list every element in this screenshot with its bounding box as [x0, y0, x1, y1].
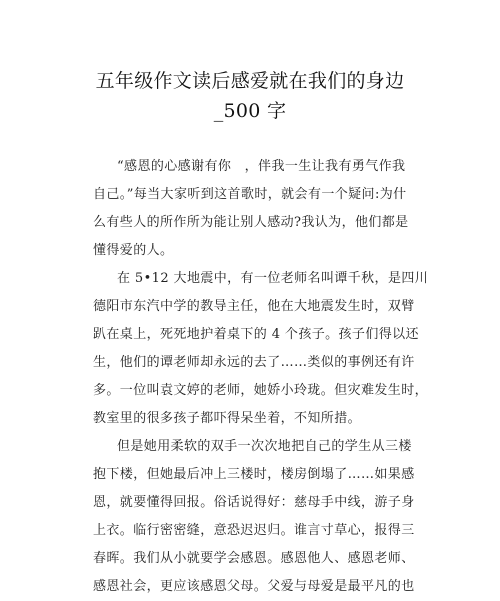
paragraph-line: 么有些人的所作所为能让别人感动?我认为，他们都是 [93, 215, 409, 230]
paragraph-line: 春晖。我们从小就要学会感恩。感恩他人、感恩老师、 [93, 551, 415, 566]
title-line-2: _500 字 [213, 100, 287, 122]
title-line-1: 五年级作文读后感爱就在我们的身边 [95, 70, 405, 92]
paragraph-line: 恩，就要懂得回报。俗话说得好：慈母手中线，游子身 [93, 495, 415, 510]
paragraph-line: 趴在桌上，死死地护着桌下的 4 个孩子。孩子们得以还 [93, 327, 419, 342]
paragraph-line: 但是她用柔软的双手一次次地把自己的学生从三楼 [117, 439, 412, 454]
paragraph-line: 多。一位叫袁文婷的老师，她娇小玲珑。但灾难发生时， [93, 383, 429, 398]
paragraph-3 [93, 433, 428, 601]
paragraph-line: 上衣。临行密密缝，意恐迟迟归。谁言寸草心，报得三 [93, 523, 415, 538]
document-title [60, 66, 440, 126]
paragraph-line: 懂得爱的人。 [93, 243, 174, 258]
paragraph-line: 抱下楼，但她最后冲上三楼时，楼房倒塌了……如果感 [93, 467, 415, 482]
document-body [93, 153, 428, 601]
paragraph-2 [93, 265, 428, 433]
paragraph-line: 感恩社会，更应该感恩父母。父爱与母爱是最平凡的也 [93, 579, 415, 594]
paragraph-line: 在 5•12 大地震中，有一位老师名叫谭千秋，是四川 [117, 271, 429, 286]
paragraph-1 [93, 153, 428, 265]
paragraph-line: 生，他们的谭老师却永远的去了……类似的事例还有许 [93, 355, 415, 370]
paragraph-line: 德阳市东汽中学的教导主任，他在大地震发生时，双臂 [93, 299, 415, 314]
paragraph-line: 自己。”每当大家听到这首歌时，就会有一个疑问:为什 [93, 187, 407, 202]
paragraph-line: “感恩的心感谢有你 ，伴我一生让我有勇气作我 [117, 159, 406, 174]
paragraph-line: 教室里的很多孩子都吓得呆坐着，不知所措。 [93, 411, 362, 426]
